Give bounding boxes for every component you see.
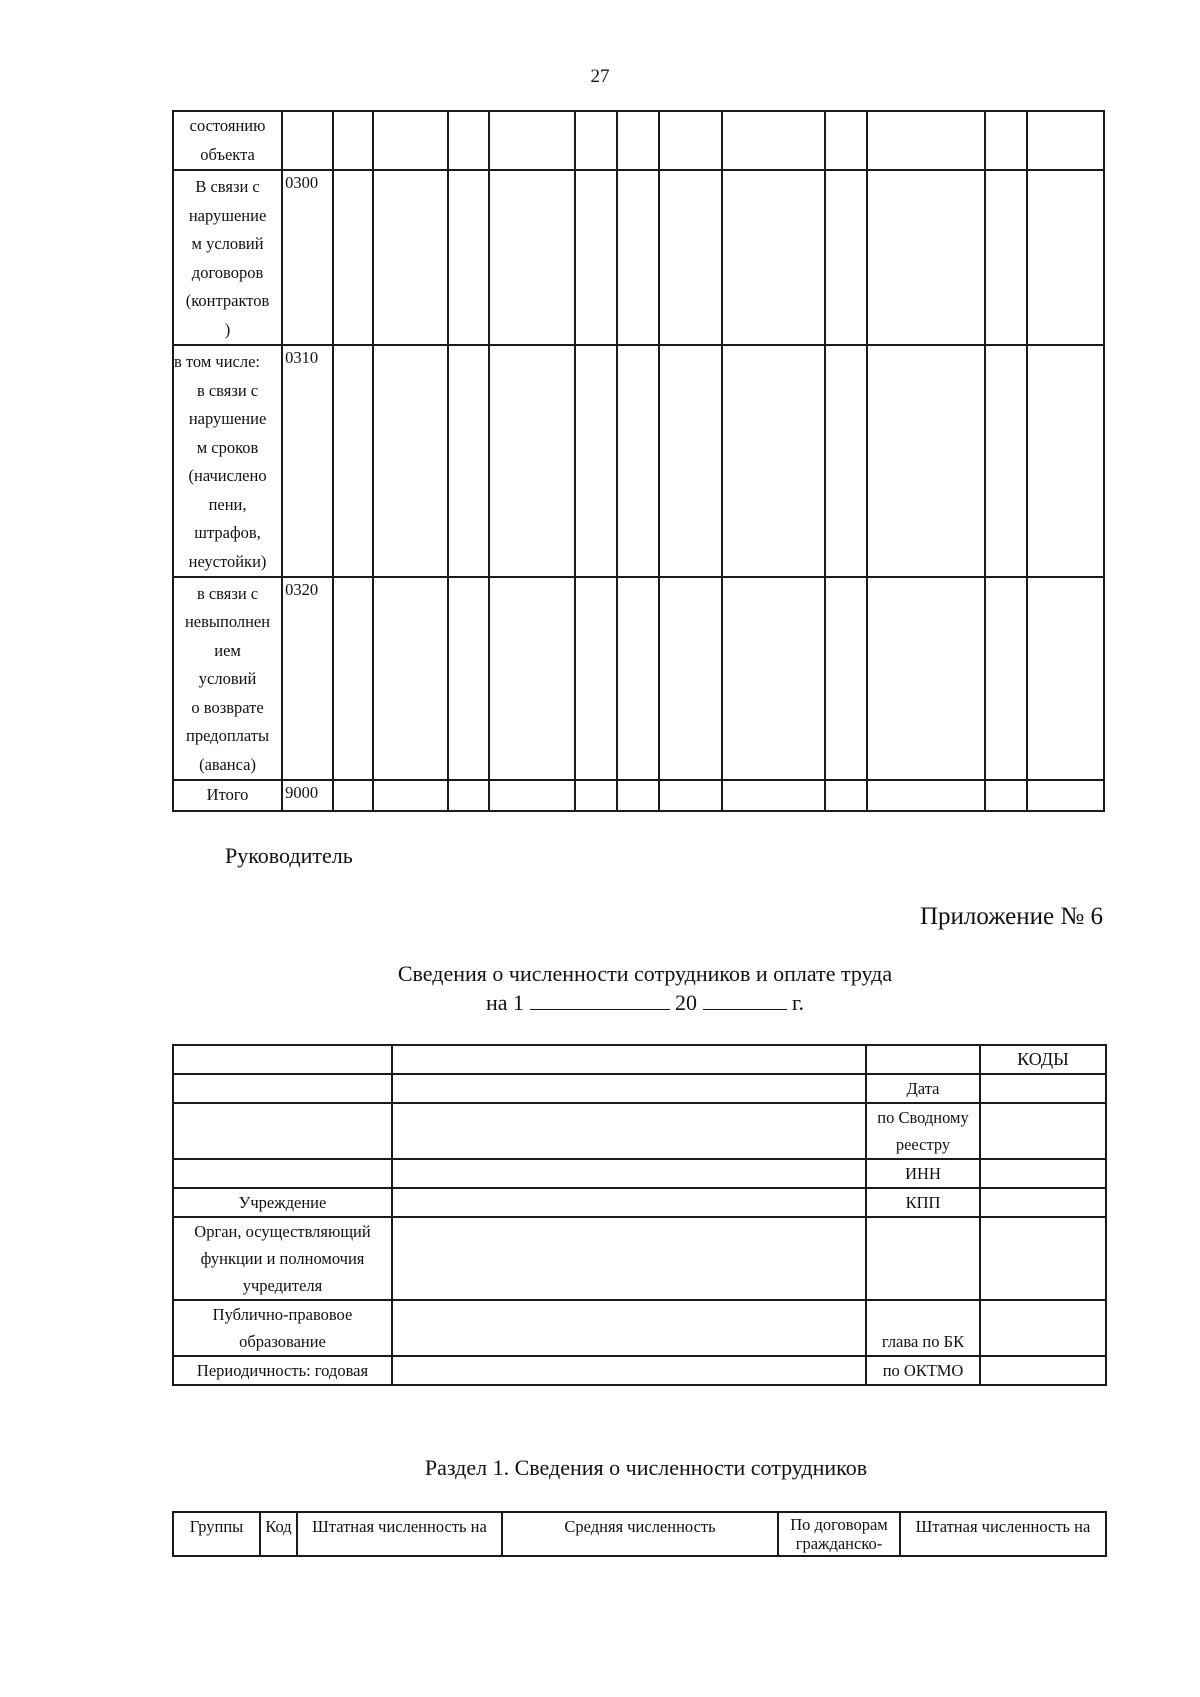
row-label-line: Итого <box>206 785 249 804</box>
value-cell[interactable] <box>489 170 574 345</box>
value-cell[interactable] <box>575 111 617 170</box>
value-cell[interactable] <box>722 111 826 170</box>
value-cell[interactable] <box>1027 780 1104 811</box>
value-cell[interactable] <box>985 780 1027 811</box>
value-cell[interactable] <box>489 780 574 811</box>
value-cell[interactable] <box>722 345 826 577</box>
page-number: 27 <box>590 66 610 87</box>
value-cell[interactable] <box>659 170 722 345</box>
field-value[interactable] <box>392 1074 866 1103</box>
value-cell[interactable] <box>373 345 449 577</box>
value-cell[interactable] <box>373 780 449 811</box>
value-cell[interactable] <box>825 345 867 577</box>
date-prefix: на 1 <box>485 990 524 1015</box>
row-label-line: В связи с <box>195 177 260 196</box>
header-info-row <box>173 1188 1106 1217</box>
field-label <box>173 1159 392 1188</box>
value-cell[interactable] <box>489 111 574 170</box>
value-cell[interactable] <box>659 345 722 577</box>
field-value[interactable] <box>392 1188 866 1217</box>
header-cell-civil-contracts: По договорам гражданско- <box>778 1512 900 1556</box>
header-info-row <box>173 1074 1106 1103</box>
value-cell[interactable] <box>985 345 1027 577</box>
value-cell[interactable] <box>867 345 985 577</box>
field-label: Периодичность: годовая <box>173 1356 392 1385</box>
date-year-prefix: 20 <box>675 990 697 1015</box>
value-cell[interactable] <box>867 170 985 345</box>
value-cell[interactable] <box>617 345 659 577</box>
codes-header: КОДЫ <box>980 1045 1106 1074</box>
value-cell[interactable] <box>448 780 489 811</box>
row-label-line: м условий <box>191 234 264 253</box>
field-value[interactable] <box>392 1217 866 1300</box>
row-code: 0310 <box>282 345 333 577</box>
value-cell[interactable] <box>1027 577 1104 780</box>
row-label-line: условий <box>198 669 257 688</box>
value-cell[interactable] <box>825 780 867 811</box>
table-row <box>173 111 1104 170</box>
value-cell[interactable] <box>659 577 722 780</box>
value-cell[interactable] <box>867 111 985 170</box>
header-info-row <box>173 1300 1106 1356</box>
value-cell[interactable] <box>373 170 449 345</box>
header-info-table <box>172 1044 1107 1386</box>
value-cell[interactable] <box>333 111 373 170</box>
signature-label: Руководитель <box>225 843 353 868</box>
value-cell[interactable] <box>825 111 867 170</box>
row-label <box>173 111 282 170</box>
row-label <box>173 345 282 577</box>
value-cell[interactable] <box>985 170 1027 345</box>
row-label-line: неустойки) <box>188 551 267 571</box>
row-label-line: нарушение <box>188 409 267 428</box>
form-date-line <box>0 990 1200 1016</box>
field-label <box>173 1074 392 1103</box>
row-label-line: штрафов, <box>194 523 261 542</box>
value-cell[interactable] <box>489 345 574 577</box>
header-cell-code: Код <box>260 1512 297 1556</box>
field-label: Публично-правовое образование <box>173 1300 392 1356</box>
appendix-label: Приложение № 6 <box>919 903 1103 930</box>
section-1-table <box>172 1511 1107 1557</box>
value-cell[interactable] <box>373 111 449 170</box>
continuation-table <box>172 110 1105 812</box>
value-cell[interactable] <box>659 111 722 170</box>
field-label <box>173 1045 392 1074</box>
field-value[interactable] <box>392 1103 866 1159</box>
header-info-row <box>173 1356 1106 1385</box>
value-cell[interactable] <box>333 170 373 345</box>
header-info-row <box>173 1217 1106 1300</box>
value-cell[interactable] <box>867 577 985 780</box>
field-label: Учреждение <box>173 1188 392 1217</box>
value-cell[interactable] <box>1027 345 1104 577</box>
value-cell[interactable] <box>985 577 1027 780</box>
row-label <box>173 577 282 780</box>
value-cell[interactable] <box>373 577 449 780</box>
value-cell[interactable] <box>617 780 659 811</box>
field-label: Орган, осуществляющий функции и полномочия учредителя <box>173 1217 392 1300</box>
header-info-row <box>173 1103 1106 1159</box>
code-label <box>866 1045 980 1074</box>
code-value[interactable] <box>980 1356 1106 1385</box>
value-cell[interactable] <box>575 345 617 577</box>
row-code: 9000 <box>282 780 333 811</box>
row-label-line: состоянию <box>189 116 266 135</box>
code-label: по Сводному реестру <box>866 1103 980 1159</box>
table-row <box>173 170 1104 345</box>
header-cell-average-count: Средняя численность <box>502 1512 778 1556</box>
value-cell[interactable] <box>333 345 373 577</box>
field-value[interactable] <box>392 1159 866 1188</box>
date-day-month-blank[interactable] <box>530 991 670 1010</box>
date-year-blank[interactable] <box>703 991 787 1010</box>
row-label-line: о возврате <box>191 697 264 717</box>
header-info-row <box>173 1159 1106 1188</box>
value-cell[interactable] <box>575 170 617 345</box>
form-title: Сведения о численности сотрудников и оплате труда <box>397 961 893 986</box>
value-cell[interactable] <box>1027 170 1104 345</box>
value-cell[interactable] <box>617 170 659 345</box>
value-cell[interactable] <box>617 111 659 170</box>
value-cell[interactable] <box>448 345 489 577</box>
row-label-line: предоплаты <box>185 726 270 745</box>
code-label: КПП <box>866 1188 980 1217</box>
code-value[interactable] <box>980 1300 1106 1356</box>
row-label-line: в связи с <box>196 583 259 603</box>
value-cell[interactable] <box>825 577 867 780</box>
value-cell[interactable] <box>659 780 722 811</box>
header-info-row <box>173 1045 1106 1074</box>
value-cell[interactable] <box>1027 111 1104 170</box>
value-cell[interactable] <box>489 577 574 780</box>
row-label-line: ) <box>224 319 231 339</box>
row-code: 0300 <box>282 170 333 345</box>
code-label <box>866 1217 980 1300</box>
header-cell-groups: Группы <box>173 1512 260 1556</box>
row-code <box>282 111 333 170</box>
value-cell[interactable] <box>333 780 373 811</box>
field-value[interactable] <box>392 1356 866 1385</box>
section-1-title: Раздел 1. Сведения о численности сотрудников <box>424 1455 868 1480</box>
code-value[interactable] <box>980 1159 1106 1188</box>
row-label-line: пени, <box>208 494 247 514</box>
value-cell[interactable] <box>722 170 826 345</box>
table-row <box>173 780 1104 811</box>
code-label: Дата <box>866 1074 980 1103</box>
field-value[interactable] <box>392 1045 866 1074</box>
value-cell[interactable] <box>575 577 617 780</box>
row-label-line: м сроков <box>196 437 259 457</box>
value-cell[interactable] <box>617 577 659 780</box>
code-value[interactable] <box>980 1188 1106 1217</box>
row-label-line: ием <box>214 640 241 660</box>
row-label <box>173 170 282 345</box>
value-cell[interactable] <box>448 111 489 170</box>
row-label-line: (начислено <box>188 466 267 485</box>
row-code: 0320 <box>282 577 333 780</box>
value-cell[interactable] <box>448 577 489 780</box>
header-cell-staff-count: Штатная численность на <box>297 1512 502 1556</box>
row-label-line: (контрактов <box>185 291 270 310</box>
row-label-line: договоров <box>191 262 264 282</box>
value-cell[interactable] <box>985 111 1027 170</box>
code-value[interactable] <box>980 1074 1106 1103</box>
value-cell[interactable] <box>448 170 489 345</box>
value-cell[interactable] <box>333 577 373 780</box>
field-value[interactable] <box>392 1300 866 1356</box>
value-cell[interactable] <box>722 577 826 780</box>
code-label: глава по БК <box>866 1300 980 1356</box>
section-1-header-row <box>173 1512 1106 1556</box>
code-value[interactable] <box>980 1103 1106 1159</box>
table-row <box>173 577 1104 780</box>
row-label-line: невыполнен <box>184 612 271 631</box>
date-suffix: г. <box>792 990 805 1015</box>
code-label: по ОКТМО <box>866 1356 980 1385</box>
value-cell[interactable] <box>825 170 867 345</box>
row-label-line: объекта <box>200 144 255 164</box>
header-cell-staff-count-end: Штатная численность на <box>900 1512 1106 1556</box>
code-value[interactable] <box>980 1217 1106 1300</box>
table-row <box>173 345 1104 577</box>
field-label <box>173 1103 392 1159</box>
value-cell[interactable] <box>722 780 826 811</box>
row-label-line: (аванса) <box>199 754 256 774</box>
row-label-line: нарушение <box>188 205 267 225</box>
value-cell[interactable] <box>867 780 985 811</box>
value-cell[interactable] <box>575 780 617 811</box>
code-label: ИНН <box>866 1159 980 1188</box>
row-label-line: в том числе: <box>174 352 261 371</box>
row-label <box>173 780 282 811</box>
row-label-line: в связи с <box>196 380 259 400</box>
